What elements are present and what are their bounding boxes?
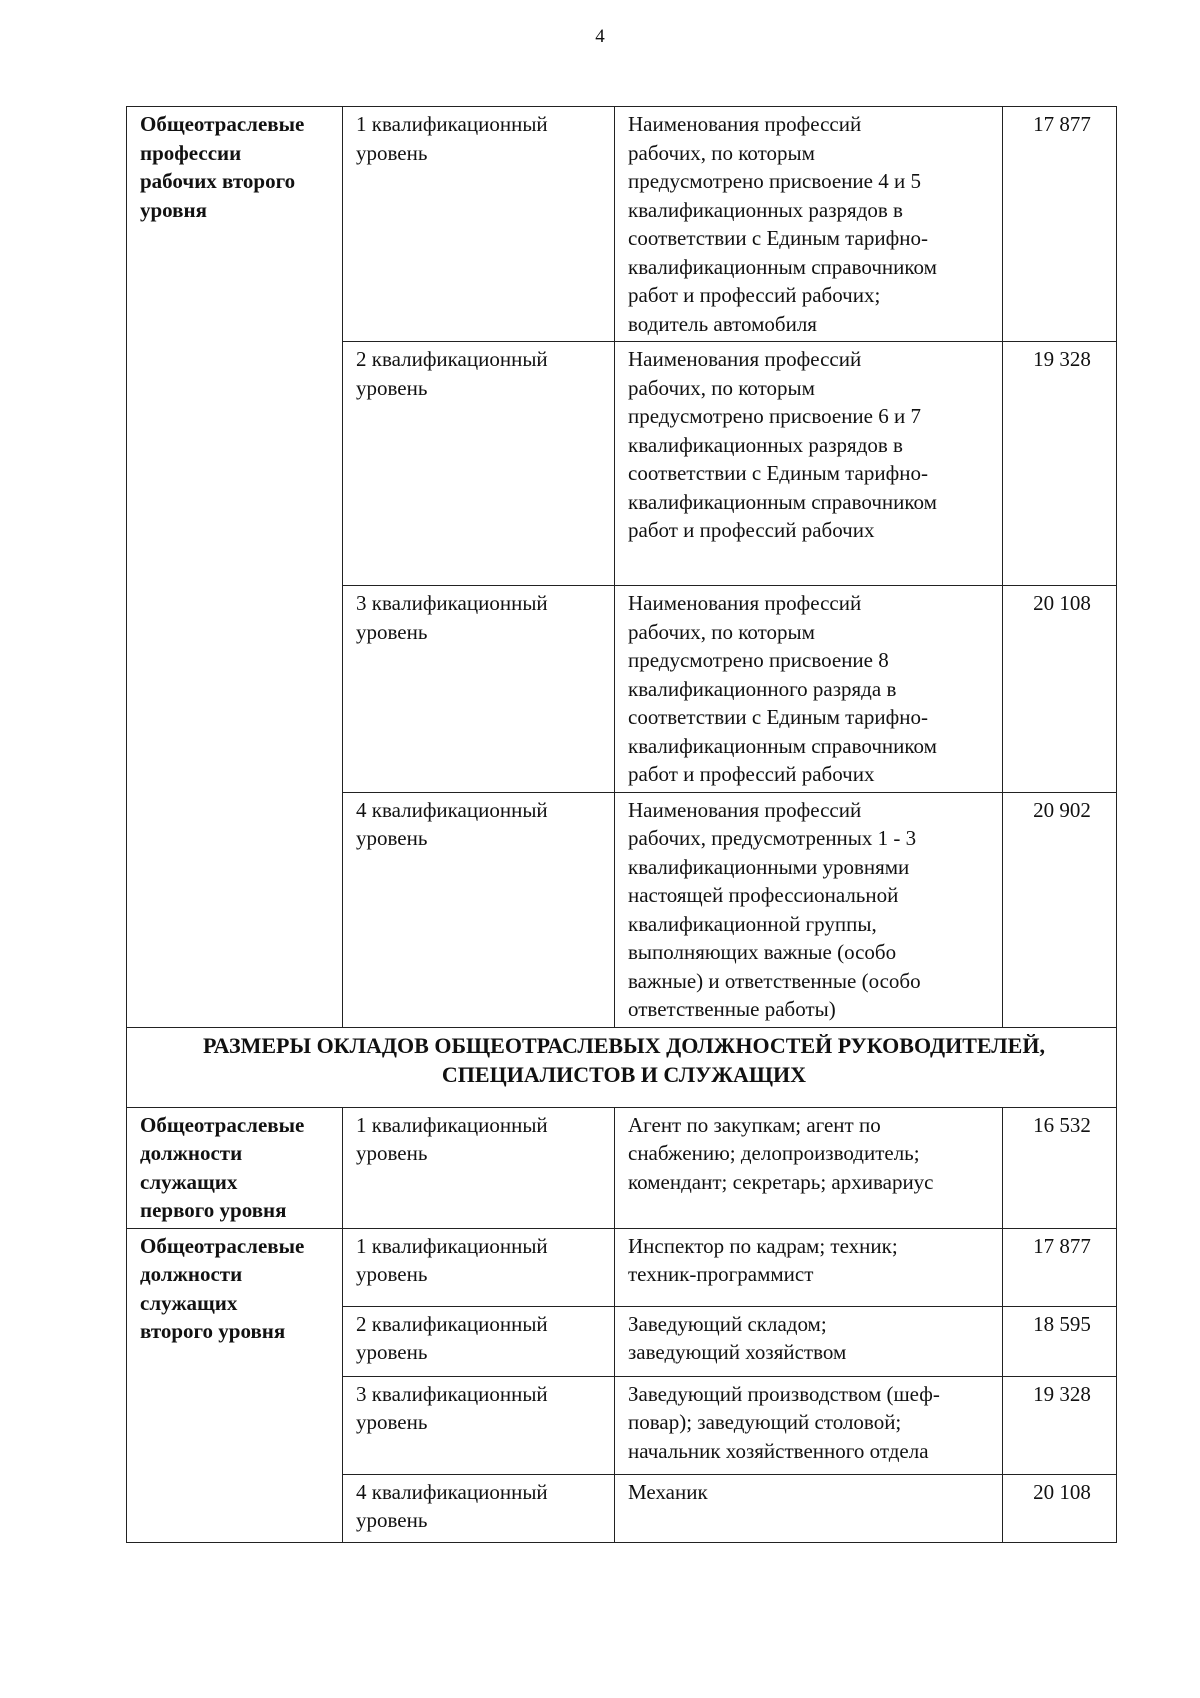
profession-description-cell: Наименования профессий рабочих, по которым предусмотрено присвоение 4 и 5 квалификационных разрядов в соответствии с Единым тарифно- квалификационным справочником работ и профессий рабочих; водитель автомобиля: [615, 107, 1003, 342]
page-number: 4: [595, 26, 605, 47]
qualification-level-cell: 2 квалификационный уровень: [343, 342, 615, 586]
qualification-level-cell: 1 квалификационный уровень: [343, 1228, 615, 1306]
position-description-cell: Заведующий складом; заведующий хозяйством: [615, 1306, 1003, 1376]
professional-group-cell: Общеотраслевые должности служащих второго уровня: [127, 1228, 343, 1542]
salary-amount-cell: 20 902: [1003, 792, 1117, 1027]
position-description-cell: Инспектор по кадрам; техник; техник-программист: [615, 1228, 1003, 1306]
salary-table: [126, 106, 1117, 1543]
table-row: [127, 107, 1117, 342]
qualification-level-cell: 3 квалификационный уровень: [343, 1376, 615, 1474]
qualification-level-cell: 1 квалификационный уровень: [343, 1107, 615, 1228]
section-header-row: [127, 1027, 1117, 1107]
qualification-level-cell: 3 квалификационный уровень: [343, 586, 615, 793]
salary-amount-cell: 18 595: [1003, 1306, 1117, 1376]
salary-amount-cell: 20 108: [1003, 1474, 1117, 1542]
salary-amount-cell: 19 328: [1003, 342, 1117, 586]
salary-amount-cell: 16 532: [1003, 1107, 1117, 1228]
qualification-level-cell: 4 квалификационный уровень: [343, 792, 615, 1027]
profession-description-cell: Наименования профессий рабочих, предусмотренных 1 - 3 квалификационными уровнями настоящей профессиональной квалификационной группы, выполняющих важные (особо важные) и ответственные (особо ответственные работы): [615, 792, 1003, 1027]
position-description-cell: Заведующий производством (шеф- повар); заведующий столовой; начальник хозяйственного отдела: [615, 1376, 1003, 1474]
table-row: [127, 1228, 1117, 1306]
professional-group-cell: Общеотраслевые профессии рабочих второго уровня: [127, 107, 343, 1028]
qualification-level-cell: 4 квалификационный уровень: [343, 1474, 615, 1542]
table-row: [127, 1107, 1117, 1228]
section-header: РАЗМЕРЫ ОКЛАДОВ ОБЩЕОТРАСЛЕВЫХ ДОЛЖНОСТЕЙ РУКОВОДИТЕЛЕЙ, СПЕЦИАЛИСТОВ И СЛУЖАЩИХ: [127, 1027, 1117, 1107]
salary-amount-cell: 20 108: [1003, 586, 1117, 793]
profession-description-cell: Наименования профессий рабочих, по которым предусмотрено присвоение 8 квалификационного разряда в соответствии с Единым тарифно- квалификационным справочником работ и профессий рабочих: [615, 586, 1003, 793]
position-description-cell: Агент по закупкам; агент по снабжению; делопроизводитель; комендант; секретарь; архивариус: [615, 1107, 1003, 1228]
salary-amount-cell: 17 877: [1003, 107, 1117, 342]
qualification-level-cell: 1 квалификационный уровень: [343, 107, 615, 342]
position-description-cell: Механик: [615, 1474, 1003, 1542]
profession-description-cell: Наименования профессий рабочих, по которым предусмотрено присвоение 6 и 7 квалификационных разрядов в соответствии с Единым тарифно- квалификационным справочником работ и профессий рабочих: [615, 342, 1003, 586]
salary-amount-cell: 17 877: [1003, 1228, 1117, 1306]
professional-group-cell: Общеотраслевые должности служащих первого уровня: [127, 1107, 343, 1228]
salary-amount-cell: 19 328: [1003, 1376, 1117, 1474]
qualification-level-cell: 2 квалификационный уровень: [343, 1306, 615, 1376]
